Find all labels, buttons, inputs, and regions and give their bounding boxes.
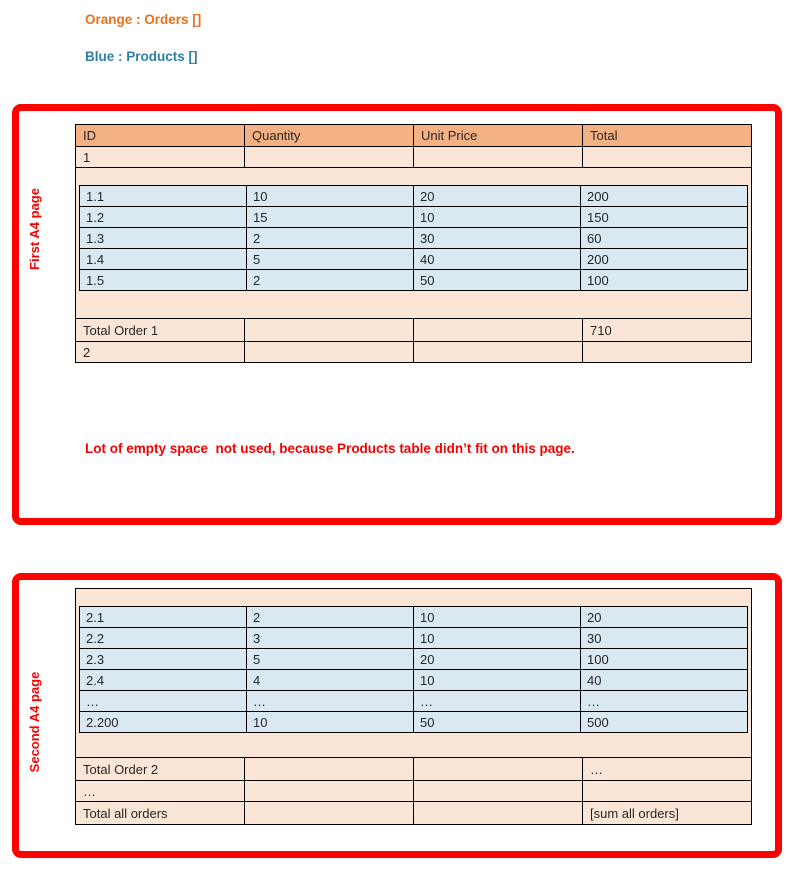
empty-cell <box>245 342 414 363</box>
header-cell-quantity: Quantity <box>245 125 414 147</box>
product-unit-price-cell: 30 <box>414 228 581 249</box>
legend-orders-label: Orange : Orders [] <box>85 12 202 27</box>
total-order-1-row <box>76 319 752 342</box>
header-cell-id: ID <box>76 125 245 147</box>
empty-cell <box>245 319 414 342</box>
product-unit-price-cell: 40 <box>414 249 581 270</box>
grand-total-value-cell: [sum all orders] <box>583 802 752 825</box>
legend-products-label: Blue : Products [] <box>85 49 198 64</box>
more-orders-row <box>76 781 752 802</box>
product-total-cell: 500 <box>581 712 748 733</box>
order-id-cell: 2 <box>76 342 245 363</box>
product-quantity-cell: 15 <box>247 207 414 228</box>
product-total-cell: … <box>581 691 748 712</box>
empty-cell <box>583 342 752 363</box>
product-total-cell: 200 <box>581 186 748 207</box>
product-unit-price-cell: 10 <box>414 670 581 691</box>
orders-table-page2 <box>75 588 752 825</box>
product-unit-price-cell: … <box>414 691 581 712</box>
nested-products-row <box>76 589 752 758</box>
empty-cell <box>245 781 414 802</box>
product-quantity-cell: 2 <box>247 270 414 291</box>
product-ellipsis-row <box>80 691 748 712</box>
total-order-2-row <box>76 758 752 781</box>
empty-cell <box>245 147 414 168</box>
product-unit-price-cell: 10 <box>414 607 581 628</box>
product-quantity-cell: 5 <box>247 649 414 670</box>
total-value-cell: … <box>583 758 752 781</box>
empty-cell <box>414 781 583 802</box>
order-id-cell: 1 <box>76 147 245 168</box>
order-2-row <box>76 342 752 363</box>
product-row <box>80 628 748 649</box>
product-row <box>80 607 748 628</box>
product-quantity-cell: 5 <box>247 249 414 270</box>
product-id-cell: 2.200 <box>80 712 247 733</box>
product-quantity-cell: 3 <box>247 628 414 649</box>
products-table-page2 <box>79 606 748 733</box>
orders-table-header-row <box>76 125 752 147</box>
product-quantity-cell: 4 <box>247 670 414 691</box>
product-unit-price-cell: 20 <box>414 649 581 670</box>
order-1-row <box>76 147 752 168</box>
second-a4-page-side-label: Second A4 page <box>27 671 42 773</box>
product-total-cell: 200 <box>581 249 748 270</box>
header-cell-total: Total <box>583 125 752 147</box>
product-row <box>80 649 748 670</box>
products-table-page1 <box>79 185 748 291</box>
product-row <box>80 207 748 228</box>
product-unit-price-cell: 20 <box>414 186 581 207</box>
product-total-cell: 150 <box>581 207 748 228</box>
second-a4-page-box <box>12 573 782 858</box>
total-all-orders-row <box>76 802 752 825</box>
empty-cell <box>583 781 752 802</box>
product-id-cell: 1.3 <box>80 228 247 249</box>
product-id-cell: 1.5 <box>80 270 247 291</box>
product-row <box>80 670 748 691</box>
product-total-cell: 60 <box>581 228 748 249</box>
product-unit-price-cell: 10 <box>414 207 581 228</box>
product-row <box>80 249 748 270</box>
product-total-cell: 20 <box>581 607 748 628</box>
header-cell-unit-price: Unit Price <box>414 125 583 147</box>
first-a4-page-box <box>12 104 782 525</box>
product-id-cell: 2.3 <box>80 649 247 670</box>
grand-total-label-cell: Total all orders <box>76 802 245 825</box>
product-id-cell: 1.1 <box>80 186 247 207</box>
first-a4-page-side-label: First A4 page <box>27 188 42 270</box>
product-row <box>80 228 748 249</box>
total-label-cell: Total Order 1 <box>76 319 245 342</box>
nested-products-cell <box>76 168 752 319</box>
empty-cell <box>583 147 752 168</box>
empty-cell <box>414 319 583 342</box>
nested-products-cell <box>76 589 752 758</box>
product-id-cell: 1.4 <box>80 249 247 270</box>
product-row <box>80 186 748 207</box>
product-unit-price-cell: 50 <box>414 712 581 733</box>
product-id-cell: … <box>80 691 247 712</box>
product-id-cell: 2.1 <box>80 607 247 628</box>
product-total-cell: 30 <box>581 628 748 649</box>
product-row <box>80 712 748 733</box>
product-total-cell: 100 <box>581 270 748 291</box>
product-quantity-cell: … <box>247 691 414 712</box>
orders-table-page1 <box>75 124 752 363</box>
total-value-cell: 710 <box>583 319 752 342</box>
product-quantity-cell: 2 <box>247 607 414 628</box>
nested-products-row <box>76 168 752 319</box>
empty-cell <box>414 342 583 363</box>
empty-cell <box>414 802 583 825</box>
empty-cell <box>245 758 414 781</box>
more-orders-cell: … <box>76 781 245 802</box>
product-total-cell: 40 <box>581 670 748 691</box>
product-quantity-cell: 10 <box>247 186 414 207</box>
empty-space-note: Lot of empty space not used, because Products table didn’t fit on this page. <box>85 441 575 456</box>
product-id-cell: 1.2 <box>80 207 247 228</box>
product-row <box>80 270 748 291</box>
product-id-cell: 2.4 <box>80 670 247 691</box>
empty-cell <box>245 802 414 825</box>
product-total-cell: 100 <box>581 649 748 670</box>
product-unit-price-cell: 10 <box>414 628 581 649</box>
product-quantity-cell: 2 <box>247 228 414 249</box>
product-quantity-cell: 10 <box>247 712 414 733</box>
empty-cell <box>414 758 583 781</box>
total-label-cell: Total Order 2 <box>76 758 245 781</box>
product-id-cell: 2.2 <box>80 628 247 649</box>
empty-cell <box>414 147 583 168</box>
product-unit-price-cell: 50 <box>414 270 581 291</box>
